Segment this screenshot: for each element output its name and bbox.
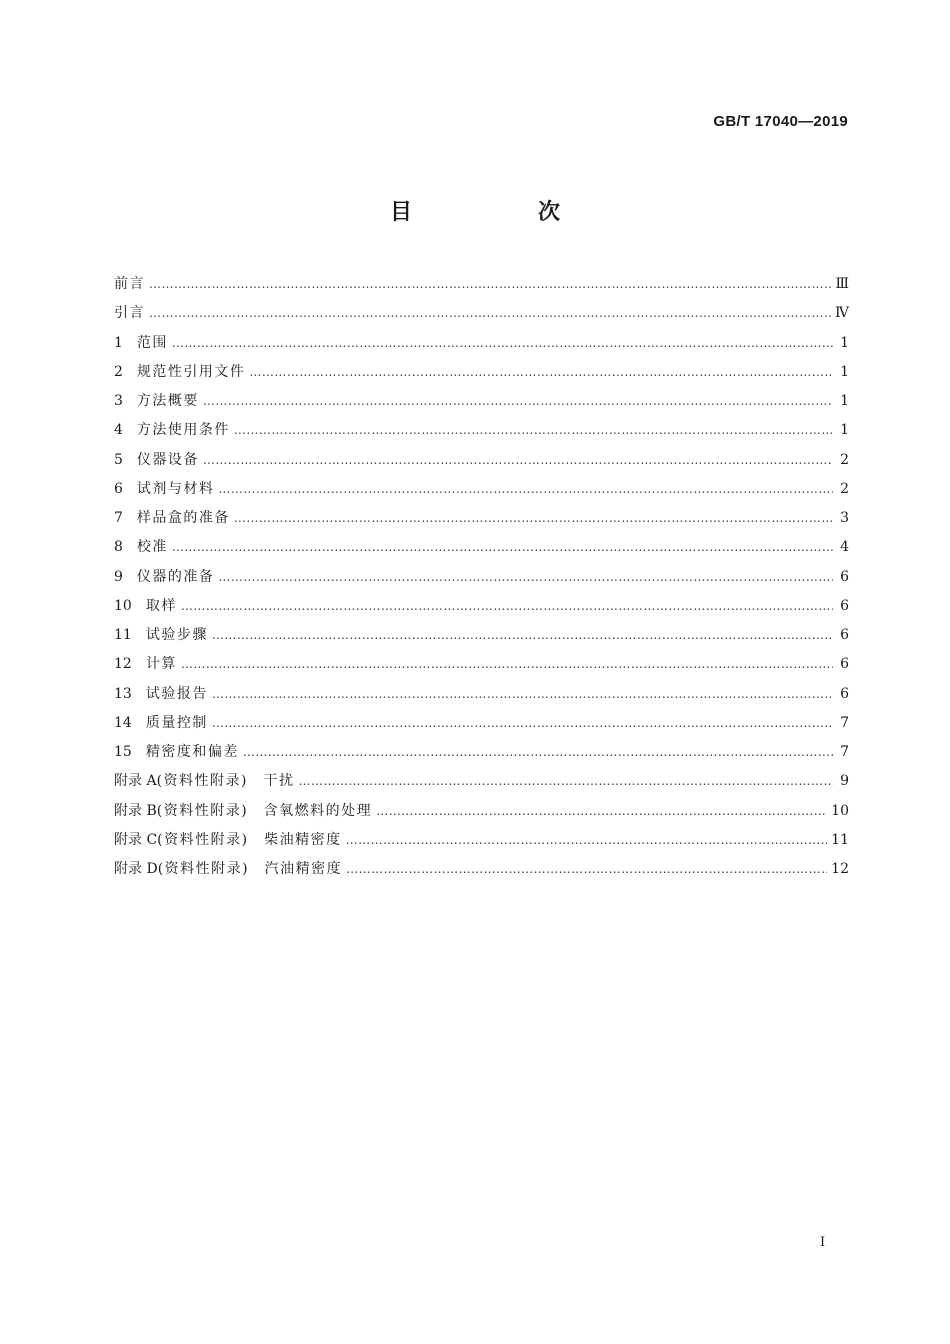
toc-entry-title: 范围 — [136, 334, 168, 351]
toc-entry-number: 15 — [114, 744, 132, 760]
toc-entry[interactable] — [114, 621, 849, 650]
toc-dot-leader — [181, 650, 833, 679]
toc-entry[interactable] — [114, 738, 849, 767]
toc-entry-page: 1 — [840, 422, 849, 439]
toc-entry[interactable] — [114, 416, 849, 445]
toc-entry-number: 附录 B — [114, 802, 157, 819]
toc-entry-page: Ⅳ — [835, 305, 849, 322]
toc-entry-page: 11 — [831, 831, 849, 848]
toc-dot-leader — [218, 475, 833, 504]
toc-entry-label — [114, 826, 346, 855]
toc-entry-title: 方法概要 — [136, 393, 199, 409]
toc-entry[interactable] — [114, 299, 849, 328]
toc-dot-leader — [203, 446, 833, 475]
toc-entry-number: 6 — [114, 480, 123, 497]
toc-entry-page: Ⅲ — [835, 276, 849, 292]
toc-entry[interactable] — [114, 504, 849, 533]
toc-entry[interactable] — [114, 475, 849, 504]
toc-dot-leader — [346, 855, 827, 884]
toc-entry-title: (资料性附录) 汽油精密度 — [157, 861, 343, 877]
toc-entry-label — [114, 563, 218, 592]
toc-entry-page: 1 — [840, 363, 849, 380]
toc-entry-title: 仪器的准备 — [136, 568, 215, 585]
toc-entry[interactable] — [114, 826, 849, 855]
toc-entry-page: 4 — [840, 539, 849, 556]
toc-entry[interactable] — [114, 797, 849, 826]
toc-entry-number: 附录 A — [114, 773, 157, 790]
toc-entry-page: 6 — [840, 568, 849, 585]
toc-dot-leader — [299, 767, 834, 796]
toc-dot-leader — [149, 270, 831, 299]
toc-dot-leader — [212, 680, 833, 709]
toc-entry-number: 7 — [114, 510, 123, 526]
toc-entry-page: 12 — [831, 861, 849, 877]
toc-dot-leader — [172, 533, 833, 562]
toc-entry-label — [114, 270, 149, 299]
toc-entry-page: 1 — [840, 334, 849, 351]
toc-entry-number: 8 — [114, 539, 123, 556]
toc-entry-label — [114, 680, 212, 709]
toc-entry-title: (资料性附录) 柴油精密度 — [157, 831, 342, 848]
toc-entry-title: 仪器设备 — [136, 451, 199, 468]
toc-dot-leader — [212, 621, 833, 650]
toc-entry[interactable] — [114, 680, 849, 709]
toc-entry-title: 校准 — [136, 539, 168, 556]
toc-entry-title: 取样 — [145, 597, 177, 614]
toc-entry-label — [114, 329, 172, 358]
toc-entry-page: 10 — [831, 802, 849, 819]
toc-entry[interactable] — [114, 767, 849, 796]
toc-entry-number: 附录 D — [114, 861, 158, 877]
toc-entry-label — [114, 650, 181, 679]
toc-dot-leader — [149, 299, 831, 328]
page-number: I — [820, 1235, 826, 1250]
toc-entry-label — [114, 767, 299, 796]
toc-entry-page: 9 — [840, 773, 849, 790]
toc-dot-leader — [218, 563, 833, 592]
toc-entry-label — [114, 533, 172, 562]
toc-entry-number: 10 — [114, 597, 132, 614]
toc-entry-page: 2 — [840, 451, 849, 468]
toc-entry[interactable] — [114, 358, 849, 387]
toc-entry[interactable] — [114, 855, 849, 884]
toc-entry-page: 6 — [840, 627, 849, 643]
toc-entry-label — [114, 358, 249, 387]
toc-entry-page: 3 — [840, 510, 849, 526]
page-title: 目 次 — [389, 200, 612, 225]
toc-dot-leader — [181, 592, 833, 621]
toc-dot-leader — [234, 504, 833, 533]
table-of-contents — [114, 270, 849, 884]
toc-entry-number: 13 — [114, 685, 132, 702]
toc-entry-number: 附录 C — [114, 831, 158, 848]
toc-entry[interactable] — [114, 387, 849, 416]
toc-entry[interactable] — [114, 329, 849, 358]
toc-entry-title: 试验报告 — [145, 685, 208, 702]
toc-dot-leader — [249, 358, 833, 387]
toc-entry-title: 规范性引用文件 — [136, 363, 246, 380]
toc-entry[interactable] — [114, 709, 849, 738]
toc-entry[interactable] — [114, 563, 849, 592]
toc-entry-title: 计算 — [145, 656, 177, 673]
toc-entry-label — [114, 387, 203, 416]
toc-entry-title: (资料性附录) 干扰 — [156, 773, 295, 790]
toc-entry-number: 2 — [114, 363, 123, 380]
toc-entry-title: 质量控制 — [145, 714, 208, 731]
toc-entry-title: (资料性附录) 含氧燃料的处理 — [156, 802, 373, 819]
toc-entry-page: 7 — [840, 744, 849, 760]
toc-entry-page: 6 — [840, 597, 849, 614]
toc-entry-title: 试验步骤 — [145, 627, 208, 643]
toc-entry-number: 11 — [114, 627, 132, 643]
toc-entry[interactable] — [114, 592, 849, 621]
toc-entry-number: 12 — [114, 656, 132, 673]
toc-entry-label — [114, 621, 212, 650]
toc-entry-label — [114, 797, 376, 826]
toc-dot-leader — [243, 738, 833, 767]
toc-entry-title: 方法使用条件 — [136, 422, 230, 439]
toc-entry-page: 6 — [840, 656, 849, 673]
toc-entry-number: 3 — [114, 393, 123, 409]
toc-entry-page: 2 — [840, 480, 849, 497]
toc-entry-page: 1 — [840, 393, 849, 409]
toc-entry[interactable] — [114, 650, 849, 679]
toc-entry-title: 精密度和偏差 — [145, 744, 239, 760]
toc-entry-title: 引言 — [114, 305, 145, 322]
toc-entry-label — [114, 709, 212, 738]
toc-entry-number: 4 — [114, 422, 123, 439]
toc-entry-number: 1 — [114, 334, 123, 351]
toc-dot-leader — [212, 709, 833, 738]
toc-dot-leader — [234, 416, 833, 445]
toc-dot-leader — [376, 797, 827, 826]
toc-entry[interactable] — [114, 446, 849, 475]
toc-dot-leader — [203, 387, 833, 416]
toc-entry[interactable] — [114, 270, 849, 299]
toc-entry[interactable] — [114, 533, 849, 562]
toc-entry-label — [114, 299, 149, 328]
toc-entry-number: 9 — [114, 568, 123, 585]
toc-entry-label — [114, 446, 203, 475]
toc-entry-title: 样品盒的准备 — [136, 510, 230, 526]
toc-entry-label — [114, 504, 234, 533]
toc-entry-page: 6 — [840, 685, 849, 702]
toc-dot-leader — [346, 826, 828, 855]
toc-entry-label — [114, 475, 218, 504]
toc-dot-leader — [172, 329, 833, 358]
toc-entry-label — [114, 416, 234, 445]
toc-entry-label — [114, 855, 346, 884]
toc-entry-number: 14 — [114, 714, 132, 731]
toc-entry-number: 5 — [114, 451, 123, 468]
toc-entry-label — [114, 738, 243, 767]
toc-entry-page: 7 — [840, 714, 849, 731]
standard-code: GB/T 17040—2019 — [713, 113, 848, 130]
toc-entry-title: 前言 — [114, 276, 145, 292]
toc-entry-title: 试剂与材料 — [136, 480, 215, 497]
toc-entry-label — [114, 592, 181, 621]
